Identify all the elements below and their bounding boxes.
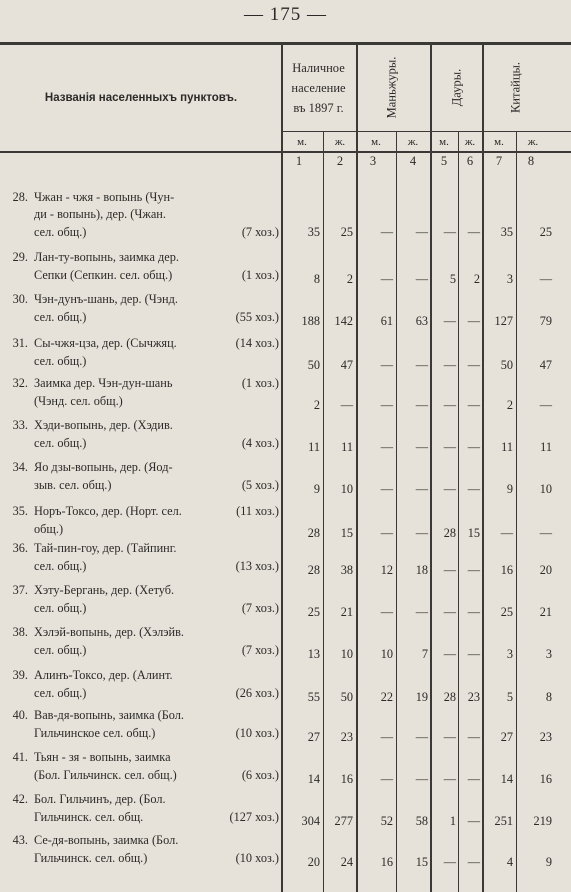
row-value: 9: [313, 482, 320, 496]
row-name-line: сел. общ.): [34, 601, 87, 615]
row-number: 40.: [12, 708, 28, 722]
row-value: —: [539, 526, 552, 540]
row-value: —: [443, 605, 456, 619]
row-value: 2: [313, 398, 320, 412]
row-value: 28: [307, 526, 320, 540]
row-value: —: [415, 440, 428, 454]
row-value: 23: [467, 690, 480, 704]
row-value: 11: [341, 440, 353, 454]
row-value: —: [467, 814, 480, 828]
row-value: 25: [539, 225, 552, 239]
row-value: —: [415, 482, 428, 496]
row-value: 304: [301, 814, 320, 828]
row-value: —: [380, 772, 393, 786]
row-value: 10: [380, 647, 393, 661]
header-divider: [282, 131, 571, 132]
row-value: —: [467, 563, 480, 577]
households: (6 хоз.): [241, 768, 279, 782]
table-row: [0, 708, 571, 752]
row-value: 25: [340, 225, 353, 239]
row-name-line: сел. общ.): [34, 643, 87, 657]
sub-m: м.: [439, 136, 449, 148]
row-value: 10: [340, 647, 353, 661]
row-value: —: [467, 440, 480, 454]
row-value: 20: [307, 855, 320, 869]
row-value: 11: [501, 440, 513, 454]
row-value: 50: [500, 358, 513, 372]
sub-m: м.: [371, 136, 381, 148]
row-value: 21: [340, 605, 353, 619]
row-value: 25: [500, 605, 513, 619]
row-value: 14: [500, 772, 513, 786]
row-value: 142: [334, 314, 353, 328]
row-value: —: [415, 605, 428, 619]
row-value: —: [415, 225, 428, 239]
row-value: 188: [301, 314, 320, 328]
row-number: 38.: [12, 625, 28, 639]
table-row: [0, 250, 571, 294]
row-number: 36.: [12, 541, 28, 555]
row-value: 9: [506, 482, 513, 496]
row-number: 34.: [12, 460, 28, 474]
row-value: 2: [346, 272, 353, 286]
row-name-line: общ.): [34, 522, 64, 536]
row-name-line: сел. общ.): [34, 225, 87, 239]
row-value: 10: [539, 482, 552, 496]
row-value: —: [415, 272, 428, 286]
row-name-line: сел. общ.): [34, 310, 87, 324]
row-number: 37.: [12, 583, 28, 597]
table-row: [0, 792, 571, 836]
row-name-line: Чжан - чжя - вопынь (Чун-: [34, 190, 175, 204]
col-number: 1: [295, 154, 303, 168]
row-value: —: [415, 526, 428, 540]
row-name-line: Хэту-Бергань, дер. (Хетуб.: [34, 583, 175, 597]
households: (7 хоз.): [241, 643, 279, 657]
row-value: —: [443, 358, 456, 372]
row-name-line: Гильчинское сел. общ.): [34, 726, 156, 740]
row-value: 27: [307, 730, 320, 744]
row-value: 5: [449, 272, 456, 286]
row-value: —: [443, 563, 456, 577]
sub-m: м.: [297, 136, 307, 148]
row-value: —: [467, 482, 480, 496]
names-column-header: Названія населенныхъ пунктовъ.: [44, 92, 238, 104]
row-value: 3: [506, 272, 513, 286]
row-value: 15: [467, 526, 480, 540]
row-value: —: [415, 398, 428, 412]
row-name-line: Вав-дя-вопынь, заимка (Бол.: [34, 708, 184, 722]
table-row: [0, 418, 571, 462]
table-top-rule: [0, 42, 571, 45]
row-value: —: [467, 314, 480, 328]
col-number: 3: [369, 154, 377, 168]
row-value: 11: [308, 440, 320, 454]
row-value: 79: [539, 314, 552, 328]
row-name-line: Гильчинск. сел. общ.: [34, 810, 144, 824]
row-value: 63: [415, 314, 428, 328]
row-value: —: [467, 730, 480, 744]
row-number: 43.: [12, 833, 28, 847]
table-row: [0, 376, 571, 420]
chinese-header: Китайцы.: [508, 61, 523, 114]
row-value: 52: [380, 814, 393, 828]
row-number: 30.: [12, 292, 28, 306]
row-value: 47: [340, 358, 353, 372]
row-value: —: [539, 272, 552, 286]
row-value: —: [380, 398, 393, 412]
row-value: 3: [506, 647, 513, 661]
row-value: 50: [340, 690, 353, 704]
households: (13 хоз.): [235, 559, 279, 573]
households: (55 хоз.): [235, 310, 279, 324]
col-number: 2: [336, 154, 344, 168]
row-value: —: [415, 772, 428, 786]
row-value: 28: [307, 563, 320, 577]
table-row: [0, 625, 571, 669]
households: (4 хоз.): [241, 436, 279, 450]
row-value: —: [443, 855, 456, 869]
row-name-line: (Бол. Гильчинск. сел. общ.): [34, 768, 177, 782]
row-value: 13: [307, 647, 320, 661]
row-value: —: [443, 314, 456, 328]
table-row: [0, 336, 571, 380]
row-name-line: сел. общ.): [34, 436, 87, 450]
row-name-line: Тьян - зя - вопынь, заимка: [34, 750, 171, 764]
row-value: 35: [500, 225, 513, 239]
row-value: —: [467, 225, 480, 239]
households: (11 хоз.): [236, 504, 279, 518]
sub-f: ж.: [334, 136, 346, 148]
row-value: —: [443, 398, 456, 412]
table-row: [0, 460, 571, 504]
row-value: 19: [415, 690, 428, 704]
row-value: —: [415, 358, 428, 372]
row-value: 21: [539, 605, 552, 619]
row-value: 58: [415, 814, 428, 828]
row-value: —: [443, 482, 456, 496]
row-number: 42.: [12, 792, 28, 806]
households: (10 хоз.): [235, 851, 279, 865]
row-name-line: Тай-пин-гоу, дер. (Тайпинг.: [34, 541, 177, 555]
col-number: 5: [440, 154, 448, 168]
row-name-line: (Чэнд. сел. общ.): [34, 394, 123, 408]
row-value: 28: [443, 526, 456, 540]
table-row: [0, 583, 571, 627]
row-value: —: [340, 398, 353, 412]
row-number: 28.: [12, 190, 28, 204]
row-number: 29.: [12, 250, 28, 264]
row-value: —: [380, 358, 393, 372]
row-number: 32.: [12, 376, 28, 390]
table-row: [0, 750, 571, 794]
row-number: 39.: [12, 668, 28, 682]
households: (7 хоз.): [241, 601, 279, 615]
table-row: [0, 668, 571, 712]
header-bottom-rule: [0, 151, 571, 153]
row-value: 47: [539, 358, 552, 372]
table-row: [0, 292, 571, 336]
sub-f: ж.: [527, 136, 539, 148]
row-value: 277: [334, 814, 353, 828]
households: (127 хоз.): [229, 810, 279, 824]
table-row: [0, 190, 571, 239]
page-number: — 175 —: [244, 4, 327, 25]
row-value: —: [443, 772, 456, 786]
row-value: 15: [340, 526, 353, 540]
row-value: 16: [380, 855, 393, 869]
manchu-header: Маньжуры.: [384, 56, 399, 119]
row-value: 16: [539, 772, 552, 786]
row-value: —: [467, 605, 480, 619]
daur-header: Дауры.: [449, 68, 464, 107]
row-value: —: [467, 647, 480, 661]
row-name-line: Заимка дер. Чэн-дун-шань: [34, 376, 173, 390]
row-value: 2: [473, 272, 480, 286]
row-value: 16: [340, 772, 353, 786]
row-value: —: [380, 225, 393, 239]
col-number: 7: [495, 154, 503, 168]
row-value: 23: [539, 730, 552, 744]
households: (1 хоз.): [241, 376, 279, 390]
row-value: 50: [307, 358, 320, 372]
row-value: 27: [500, 730, 513, 744]
row-value: —: [443, 440, 456, 454]
row-value: 11: [540, 440, 552, 454]
row-name-line: Лан-ту-вопынь, заимка дер.: [34, 250, 179, 264]
row-value: 9: [545, 855, 552, 869]
row-value: 2: [506, 398, 513, 412]
row-value: 61: [380, 314, 393, 328]
row-number: 33.: [12, 418, 28, 432]
row-value: 55: [307, 690, 320, 704]
row-value: —: [539, 398, 552, 412]
row-value: 16: [500, 563, 513, 577]
row-value: —: [380, 730, 393, 744]
row-value: 251: [494, 814, 513, 828]
row-value: 10: [340, 482, 353, 496]
row-name-line: Чэн-дунъ-шань, дер. (Чэнд.: [34, 292, 178, 306]
row-number: 41.: [12, 750, 28, 764]
row-name-line: Се-дя-вопынь, заимка (Бол.: [34, 833, 179, 847]
row-name-line: Хэлэй-вопынь, дер. (Хэлэйв.: [34, 625, 184, 639]
row-name-line: Хэди-вопынь, дер. (Хэдив.: [34, 418, 173, 432]
sub-f: ж.: [464, 136, 476, 148]
row-value: —: [443, 225, 456, 239]
row-name-line: Норъ-Токсо, дер. (Норт. сел.: [34, 504, 182, 518]
row-value: 4: [506, 855, 513, 869]
population-header: Наличное население въ 1897 г.: [291, 61, 346, 115]
row-name-line: Алинъ-Токсо, дер. (Алинт.: [34, 668, 173, 682]
households: (1 хоз.): [241, 268, 279, 282]
row-name-line: зыв. сел. общ.): [34, 478, 112, 492]
col-number: 4: [409, 154, 417, 168]
row-value: 22: [380, 690, 393, 704]
row-value: —: [380, 526, 393, 540]
row-value: 28: [443, 690, 456, 704]
row-value: —: [380, 440, 393, 454]
table-row: [0, 833, 571, 877]
row-name-line: Сепки (Сепкин. сел. общ.): [34, 268, 173, 282]
row-value: 3: [545, 647, 552, 661]
row-value: 35: [307, 225, 320, 239]
col-number: 6: [466, 154, 474, 168]
table-row: [0, 541, 571, 585]
row-name-line: Сы-чжя-цза, дер. (Сычжяц.: [34, 336, 177, 350]
row-value: 20: [539, 563, 552, 577]
row-value: —: [467, 772, 480, 786]
row-value: 15: [415, 855, 428, 869]
row-value: 127: [494, 314, 513, 328]
row-value: 5: [506, 690, 513, 704]
row-value: 8: [545, 690, 552, 704]
households: (5 хоз.): [241, 478, 279, 492]
row-name-line: Гильчинск. сел. общ.): [34, 851, 148, 865]
row-number: 35.: [12, 504, 28, 518]
sub-m: м.: [494, 136, 504, 148]
row-name-line: Бол. Гильчинъ, дер. (Бол.: [34, 792, 166, 806]
row-value: 38: [340, 563, 353, 577]
row-value: —: [380, 605, 393, 619]
row-name-line: ди - вопынь), дер. (Чжан.: [34, 207, 166, 221]
row-name-line: сел. общ.): [34, 559, 87, 573]
row-value: —: [467, 358, 480, 372]
row-value: 7: [421, 647, 428, 661]
row-value: 23: [340, 730, 353, 744]
row-name-line: сел. общ.): [34, 686, 87, 700]
row-value: —: [467, 398, 480, 412]
sub-f: ж.: [407, 136, 419, 148]
row-value: —: [415, 730, 428, 744]
row-value: —: [443, 647, 456, 661]
row-value: 1: [449, 814, 456, 828]
households: (7 хоз.): [241, 225, 279, 239]
row-value: 8: [313, 272, 320, 286]
row-value: 219: [533, 814, 552, 828]
row-value: —: [443, 730, 456, 744]
row-name-line: сел. общ.): [34, 354, 87, 368]
row-value: —: [380, 272, 393, 286]
households: (14 хоз.): [235, 336, 279, 350]
row-value: 24: [340, 855, 353, 869]
row-value: 25: [307, 605, 320, 619]
row-value: 12: [380, 563, 393, 577]
row-name-line: Яо дзы-вопынь, дер. (Яод-: [34, 460, 173, 474]
col-number: 8: [527, 154, 535, 168]
households: (10 хоз.): [235, 726, 279, 740]
row-value: —: [500, 526, 513, 540]
row-value: 18: [415, 563, 428, 577]
row-value: 14: [307, 772, 320, 786]
row-value: —: [467, 855, 480, 869]
row-value: —: [380, 482, 393, 496]
row-number: 31.: [12, 336, 28, 350]
households: (26 хоз.): [235, 686, 279, 700]
